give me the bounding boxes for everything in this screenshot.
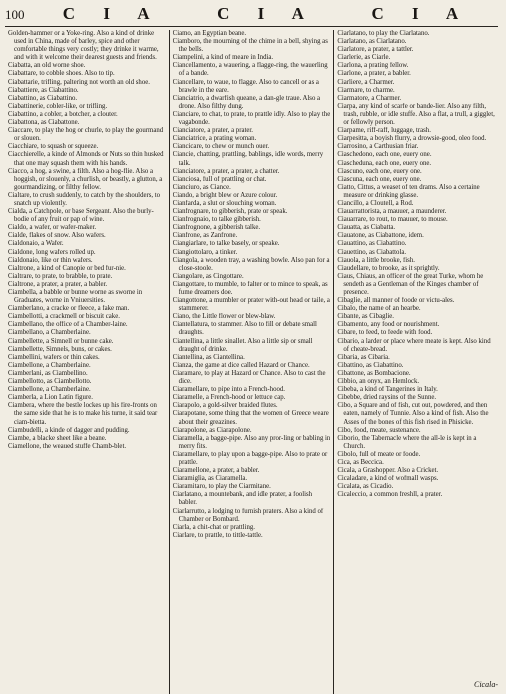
dictionary-entry: Ciauarrare, to rout, to mauuer, to mouse.	[337, 216, 448, 224]
dictionary-entry: Cibalo, the name of an hearbe.	[337, 305, 421, 313]
dictionary-entry: Cibo, food, meate, sustenance.	[337, 426, 421, 434]
dictionary-entry: Ciabattona, as Ciabattone.	[8, 119, 80, 127]
dictionary-entry: Ciarlatano, a mountebank, and idle prater, a foolish babler.	[172, 491, 313, 507]
dictionary-entry: Ciabattarie, trifling, paltering not worth an old shoe.	[8, 78, 150, 86]
dictionary-entry: Ciabatta, an old worne shoe.	[8, 62, 86, 70]
dictionary-entry: Ciaramiglia, as Ciaramella.	[172, 475, 248, 483]
dictionary-entry: Ciambella, a babble or bunne worne as sworne in Graduates, worne in Vniuersities.	[8, 289, 143, 305]
dictionary-entry: Cianciare, to chat, to prate, to prattle idly. Also to play the vagabonde.	[172, 110, 331, 127]
dictionary-entry: Cialdonaio, a Wafer.	[8, 240, 64, 248]
dictionary-entry: Cianza, the game at dice called Hazard or Chance.	[172, 361, 310, 369]
dictionary-entry: Cianfrognone, a gibberish talke.	[172, 224, 261, 232]
dictionary-entry: Ciaschedono, each one, euery one.	[337, 151, 432, 159]
dictionary-entry: Ciascuna, each one, euery one.	[337, 175, 422, 183]
dictionary-entry: Cialdone, long wafers rolled up.	[8, 248, 96, 256]
dictionary-entry: Ciarliere, a Charmer.	[337, 78, 395, 86]
running-head-center: C I A	[217, 4, 316, 23]
dictionary-entry: Ciarpame, riff-raff, luggage, trash.	[337, 127, 431, 135]
dictionary-entry: Ciauattino, as Ciabattino.	[337, 240, 407, 248]
dictionary-entry: Ciambellette, Simnels, buns, or cakes.	[8, 345, 112, 353]
dictionary-entry: Ciborio, the Tabernacle where the all-le is kept in a Church.	[337, 434, 477, 450]
dictionary-entry: Ciarlatano, as Ciarlatano.	[337, 38, 407, 46]
dictionary-entry: Ciaus, Chiaus, an officer of the great Turke, whom he sendeth as a Gentleman of the Kinges chamber of presence.	[337, 272, 484, 296]
dictionary-entry: Cibo, a Square and of fish, cut out, powdered, and then eaten, namely of Tunnie. Also a kind of fish. Also the Asses of the bones of this fish rised in Phisicke.	[337, 402, 489, 426]
dictionary-entry: Cicala, a Grashopper. Also a Cricket.	[337, 467, 439, 475]
column-3	[333, 30, 498, 694]
dictionary-entry: Ciambellone, a Chamberlaine.	[8, 386, 91, 394]
dictionary-entry: Ciambudelli, a kinde of dagger and pudding.	[8, 426, 130, 434]
running-head-right: C I A	[371, 4, 471, 23]
dictionary-entry: Ciamellone, the weaued stuffe Chamb-blet.	[8, 442, 127, 450]
dictionary-entry: Cianfrognaio, to talke gibberish.	[172, 216, 261, 224]
dictionary-entry: Ciambellone, a Chamberlaine.	[8, 361, 91, 369]
dictionary-entry: Ciarpesitta, a boyish flurry, a drowsie-good, oleo food.	[337, 135, 487, 143]
dictionary-entry: Cibario, a larder or place where meate is kept. Also kind of cheate-bread.	[337, 337, 491, 353]
dictionary-entry: Cianciatore, a prater, a prater.	[172, 127, 253, 135]
dictionary-entry: Cialdo, a wafer, or wafer-maker.	[8, 224, 97, 232]
dictionary-entry: Ciarla, a chit-chat or prattling.	[172, 523, 255, 531]
dictionary-entry: Cianciatore, a prater, a prater, a chatter.	[172, 167, 280, 175]
dictionary-entry: Ciambellotto, as Ciambellotto.	[8, 378, 92, 386]
dictionary-entry: Ciangola, a wooden tray, a washing bowle. Also pan for a close-stoole.	[172, 256, 330, 272]
dictionary-entry: Ciarmare, to charme.	[337, 86, 395, 94]
dictionary-entry: Ciarlone, a prater, a babler.	[337, 70, 411, 78]
dictionary-entry: Cicaleccio, a common freshll, a prater.	[337, 491, 443, 499]
dictionary-entry: Cialtrone, a kind of Canopie or bed fur-nie.	[8, 264, 126, 272]
dictionary-entry: Ciangottare, to mumble, to falter or to mince to speak, as fume dreamers doe.	[172, 280, 328, 296]
dictionary-entry: Ciarapolo, a gold-silver braided flutes.	[172, 402, 278, 410]
dictionary-entry: Cianfrone, as Zanfrone.	[172, 232, 238, 240]
dictionary-entry: Cialde, flakes of snow. Also wafers.	[8, 232, 106, 240]
dictionary-entry: Ciaccare, to play the hog or churle, to play the gourmand or slouen.	[8, 127, 164, 143]
dictionary-entry: Cibaglie, all manner of foode or victu-ales.	[337, 297, 455, 305]
dictionary-entry: Ciauatta, as Ciabatta.	[337, 224, 396, 232]
dictionary-entry: Ciascheduna, each one, euery one.	[337, 159, 432, 167]
dictionary-entry: Cianciosa, full of prattling or chat.	[172, 175, 267, 183]
dictionary-entry: Cianciatrio, a dwarfish queane, a dan-gle traue. Also a drone. Also filthy dung.	[172, 94, 321, 110]
dictionary-entry: Ciambellotti, a crackmell or biscuit cake.	[8, 313, 120, 321]
dictionary-entry: Ciangottone, a mumbler or prater with-out head or taile, a stammerer.	[172, 297, 330, 313]
dictionary-entry: Ciangiarlare, to talke basely, or speake.	[172, 240, 280, 248]
dictionary-entry: Cianfrognare, to gibberish, prate or speak.	[172, 208, 288, 216]
dictionary-entry: Cibamento, any food or nourishment.	[337, 321, 440, 329]
dictionary-entry: Ciambellini, wafers or thin cakes.	[8, 353, 100, 361]
dictionary-entry: Cicalata, as Cicadio.	[337, 483, 394, 491]
dictionary-entry: Cicaladare, a kind of wofmall wasps.	[337, 475, 439, 483]
dictionary-entry: Cibante, as Cibaglie.	[337, 313, 394, 321]
dictionary-entry: Ciarmatore, a Charmer.	[337, 94, 402, 102]
dictionary-entry: Ciaudellare, to brooke, as it sprightly.	[337, 264, 440, 272]
dictionary-entry: Ciarlatano, to play the Ciarlatano.	[337, 30, 430, 37]
dictionary-entry: Cibattino, as Ciabattino.	[337, 361, 404, 369]
dictionary-entry: Cibare, to feed, to feede with food.	[337, 329, 433, 337]
page-header	[5, 4, 498, 27]
running-head-left: C I A	[62, 4, 162, 23]
dictionary-entry: Cialtrone, a prater, a prater, a babler.	[8, 280, 108, 288]
column-1	[5, 30, 169, 694]
dictionary-entry: Ciarlerie, as Ciarle.	[337, 54, 391, 62]
dictionary-entry: Cianfarda, a slut or slouching woman.	[172, 199, 277, 207]
dictionary-entry: Ciarlatore, a prater, a tattler.	[337, 46, 414, 54]
dictionary-entry: Ciarapolone, as Ciarapolone.	[172, 426, 252, 434]
dictionary-entry: Ciamberlani, as Ciambellino.	[8, 369, 88, 377]
dictionary-entry: Ciantellina, as Ciantellina.	[172, 353, 245, 361]
dictionary-entry: Ciangolare, as Cingottare.	[172, 272, 244, 280]
dictionary-entry: Ciantellina, a little sinallet. Also a little sip or small draught of drinke.	[172, 337, 313, 353]
dictionary-entry: Ciatto, Cittus, a weaset of ten drams. Also a certaine measure or drinking glasse.	[337, 183, 480, 199]
dictionary-entry: Ciabattino, a cobler, a botcher, a clouter.	[8, 110, 118, 118]
dictionary-entry: Ciaramitaro, to play the Ciarmitane.	[172, 483, 271, 491]
dictionary-entry: Ciauola, a little brooke, fish.	[337, 256, 415, 264]
dictionary-entry: Ciambellano, a Chamberlaine.	[8, 329, 91, 337]
dictionary-entry: Ciacchierelle, a kinde of Almonds or Nuts so thin husked that one may squash them with his hands.	[8, 151, 164, 167]
dictionary-entry: Cialtare, to crush suddenly, to catch by the shoulders, to snatch up violently.	[8, 191, 161, 207]
dictionary-entry: Ciambellano, the office of a Chamber-laine.	[8, 321, 128, 329]
dictionary-entry: Ciaramellare, to play upon a bagge-pipe. Also to prate or prattle.	[172, 450, 328, 466]
column-2	[169, 30, 334, 694]
dictionary-columns	[5, 30, 498, 694]
dictionary-entry: Ciaramelle, a French-hood or lettuce cap.	[172, 394, 286, 402]
dictionary-entry: Ciabattiere, as Ciabattino.	[8, 86, 79, 94]
dictionary-entry: Cibeba, a kind of Tangerines in Italy.	[337, 386, 438, 394]
dictionary-entry: Ciampelini, a kind of meare in India.	[172, 54, 274, 62]
dictionary-entry: Ciantellatura, to stammer. Also to fill or debate small draughts.	[172, 321, 317, 337]
dictionary-entry: Ciascuno, each one, euery one.	[337, 167, 422, 175]
dictionary-entry: Ciamberlano, a cracke or fleece, a fake man.	[8, 305, 130, 313]
dictionary-entry: Ciarlona, a prating fellow.	[337, 62, 409, 70]
dictionary-entry: Ciambera, where the bestle lockes up his fire-fronts on the same side that he is to make his turne, it said tear ciam-bietta.	[8, 402, 158, 426]
dictionary-entry: Ciancie, chatting, prattling, bablings, idle words, merry talk.	[172, 151, 324, 167]
dictionary-entry: Ciancellare, to waue, to flagge. Also to cancell or as a brawle in the eare.	[172, 78, 319, 94]
page-number: 100	[5, 7, 25, 22]
dictionary-entry: Ciangiottolaro, a tinker.	[172, 248, 238, 256]
dictionary-entry: Ciarlare, to prattle, to tittle-tattle.	[172, 531, 263, 539]
dictionary-entry: Cialtrare, to prate, to brabble, to prate.	[8, 272, 113, 280]
dictionary-entry: Ciando, a bright blew or Azure colour.	[172, 191, 278, 199]
dictionary-entry: Ciarlarrutto, a lodging to furnish praters. Also a kind of Chamber or Bombard.	[172, 507, 324, 523]
dictionary-entry: Cibbio, an onyx, an Hemlock.	[337, 378, 420, 386]
dictionary-entry: Golden-hammer or a Yoke-ring. Also a kind of drinke used in China, made of barley, spice and other comfortable things very costly; they drinke it warme, and with it welcome their dearest guests and friends.	[8, 30, 159, 62]
dictionary-entry: Ciancellamento, a wauering, a flagge-ring, the wauerling of a bande.	[172, 62, 328, 78]
dictionary-entry: Ciaramellare, to pipe into a French-hood.	[172, 386, 285, 394]
dictionary-entry: Ciarpa, any kind of scarfe or bande-lier. Also any filth, trash, rubble, or idle stuffe. Also a flat, a trull, a gigglet, or fellowly person.	[337, 102, 495, 127]
dictionary-entry: Ciabattino, as Ciabattino.	[8, 94, 78, 102]
dictionary-entry: Ciamboro, the mourning of the chime in a bell, shying as the bells.	[172, 38, 328, 54]
dictionary-entry: Cialdonaio, like or thin wafers.	[8, 256, 93, 264]
catchword: Cicala-	[474, 680, 498, 689]
dictionary-entry: Ciacco, a hog, a swine, a filth. Also a hog-flie. Also a hoggish, or slouenly, a churlish, or beastly, a glutton, a gourmandizing, or filthy fellow.	[8, 167, 163, 191]
dictionary-entry: Ciamberla, a Lion Latin figure.	[8, 394, 93, 402]
dictionary-entry: Ciaramella, a bagge-pipe. Also any pror-ling or babling in merry fits.	[172, 434, 331, 450]
dictionary-entry: Cianciatrice, a prating woman.	[172, 135, 257, 143]
dictionary-entry: Ciaramare, to play at Hazard or Chance. Also to cast the dice.	[172, 369, 326, 386]
dictionary-entry: Cialda, a Catchpole, or base Sergeant. Also the burly-bodie of any fruit or pap of wine.	[8, 208, 154, 224]
dictionary-entry: Ciarapotane, some thing that the women of Greece weare about their greazines.	[172, 410, 329, 426]
dictionary-entry: Cica, as Beccica.	[337, 458, 384, 466]
dictionary-entry: Ciabattare, to cobble shoes. Also to tip.	[8, 70, 115, 78]
dictionary-entry: Ciabattinerie, cobler-like, or trifling.	[8, 102, 108, 110]
dictionary-entry: Ciaramellone, a prater, a babler.	[172, 467, 260, 475]
dictionary-entry: Cibaria, as Cibaria.	[337, 353, 390, 361]
dictionary-entry: Cianciuro, as Ciance.	[172, 183, 231, 191]
dictionary-entry: Ciauarrattorista, a mauuer, a maunderer.	[337, 208, 447, 216]
dictionary-entry: Ciancicare, to chew or munch ouer.	[172, 143, 270, 151]
dictionary-entry: Ciambellette, a Simnell or bunne cake.	[8, 337, 114, 345]
dictionary-entry: Cibolo, full of meate or foode.	[337, 450, 421, 458]
dictionary-entry: Ciano, the Little flower or blew-blaw.	[172, 313, 276, 321]
dictionary-entry: Ciamo, an Egyptian beane.	[172, 30, 247, 37]
dictionary-entry: Cibebbe, dried raysins of the Sunne.	[337, 394, 437, 402]
dictionary-entry: Ciauettino, as Ciabattola.	[337, 248, 407, 256]
dictionary-entry: Ciauatone, as Ciabattone, idem.	[337, 232, 424, 240]
dictionary-entry: Ciambe, a blacke sheet like a beane.	[8, 434, 107, 442]
dictionary-entry: Cibattone, as Bombacione.	[337, 369, 411, 377]
dictionary-entry: Ciancillo, a Cloutell, a Rod.	[337, 199, 414, 207]
dictionary-entry: Ciarrosino, a Carthusian friar.	[337, 143, 419, 151]
dictionary-entry: Ciacchiare, to squash or squeeze.	[8, 143, 99, 151]
